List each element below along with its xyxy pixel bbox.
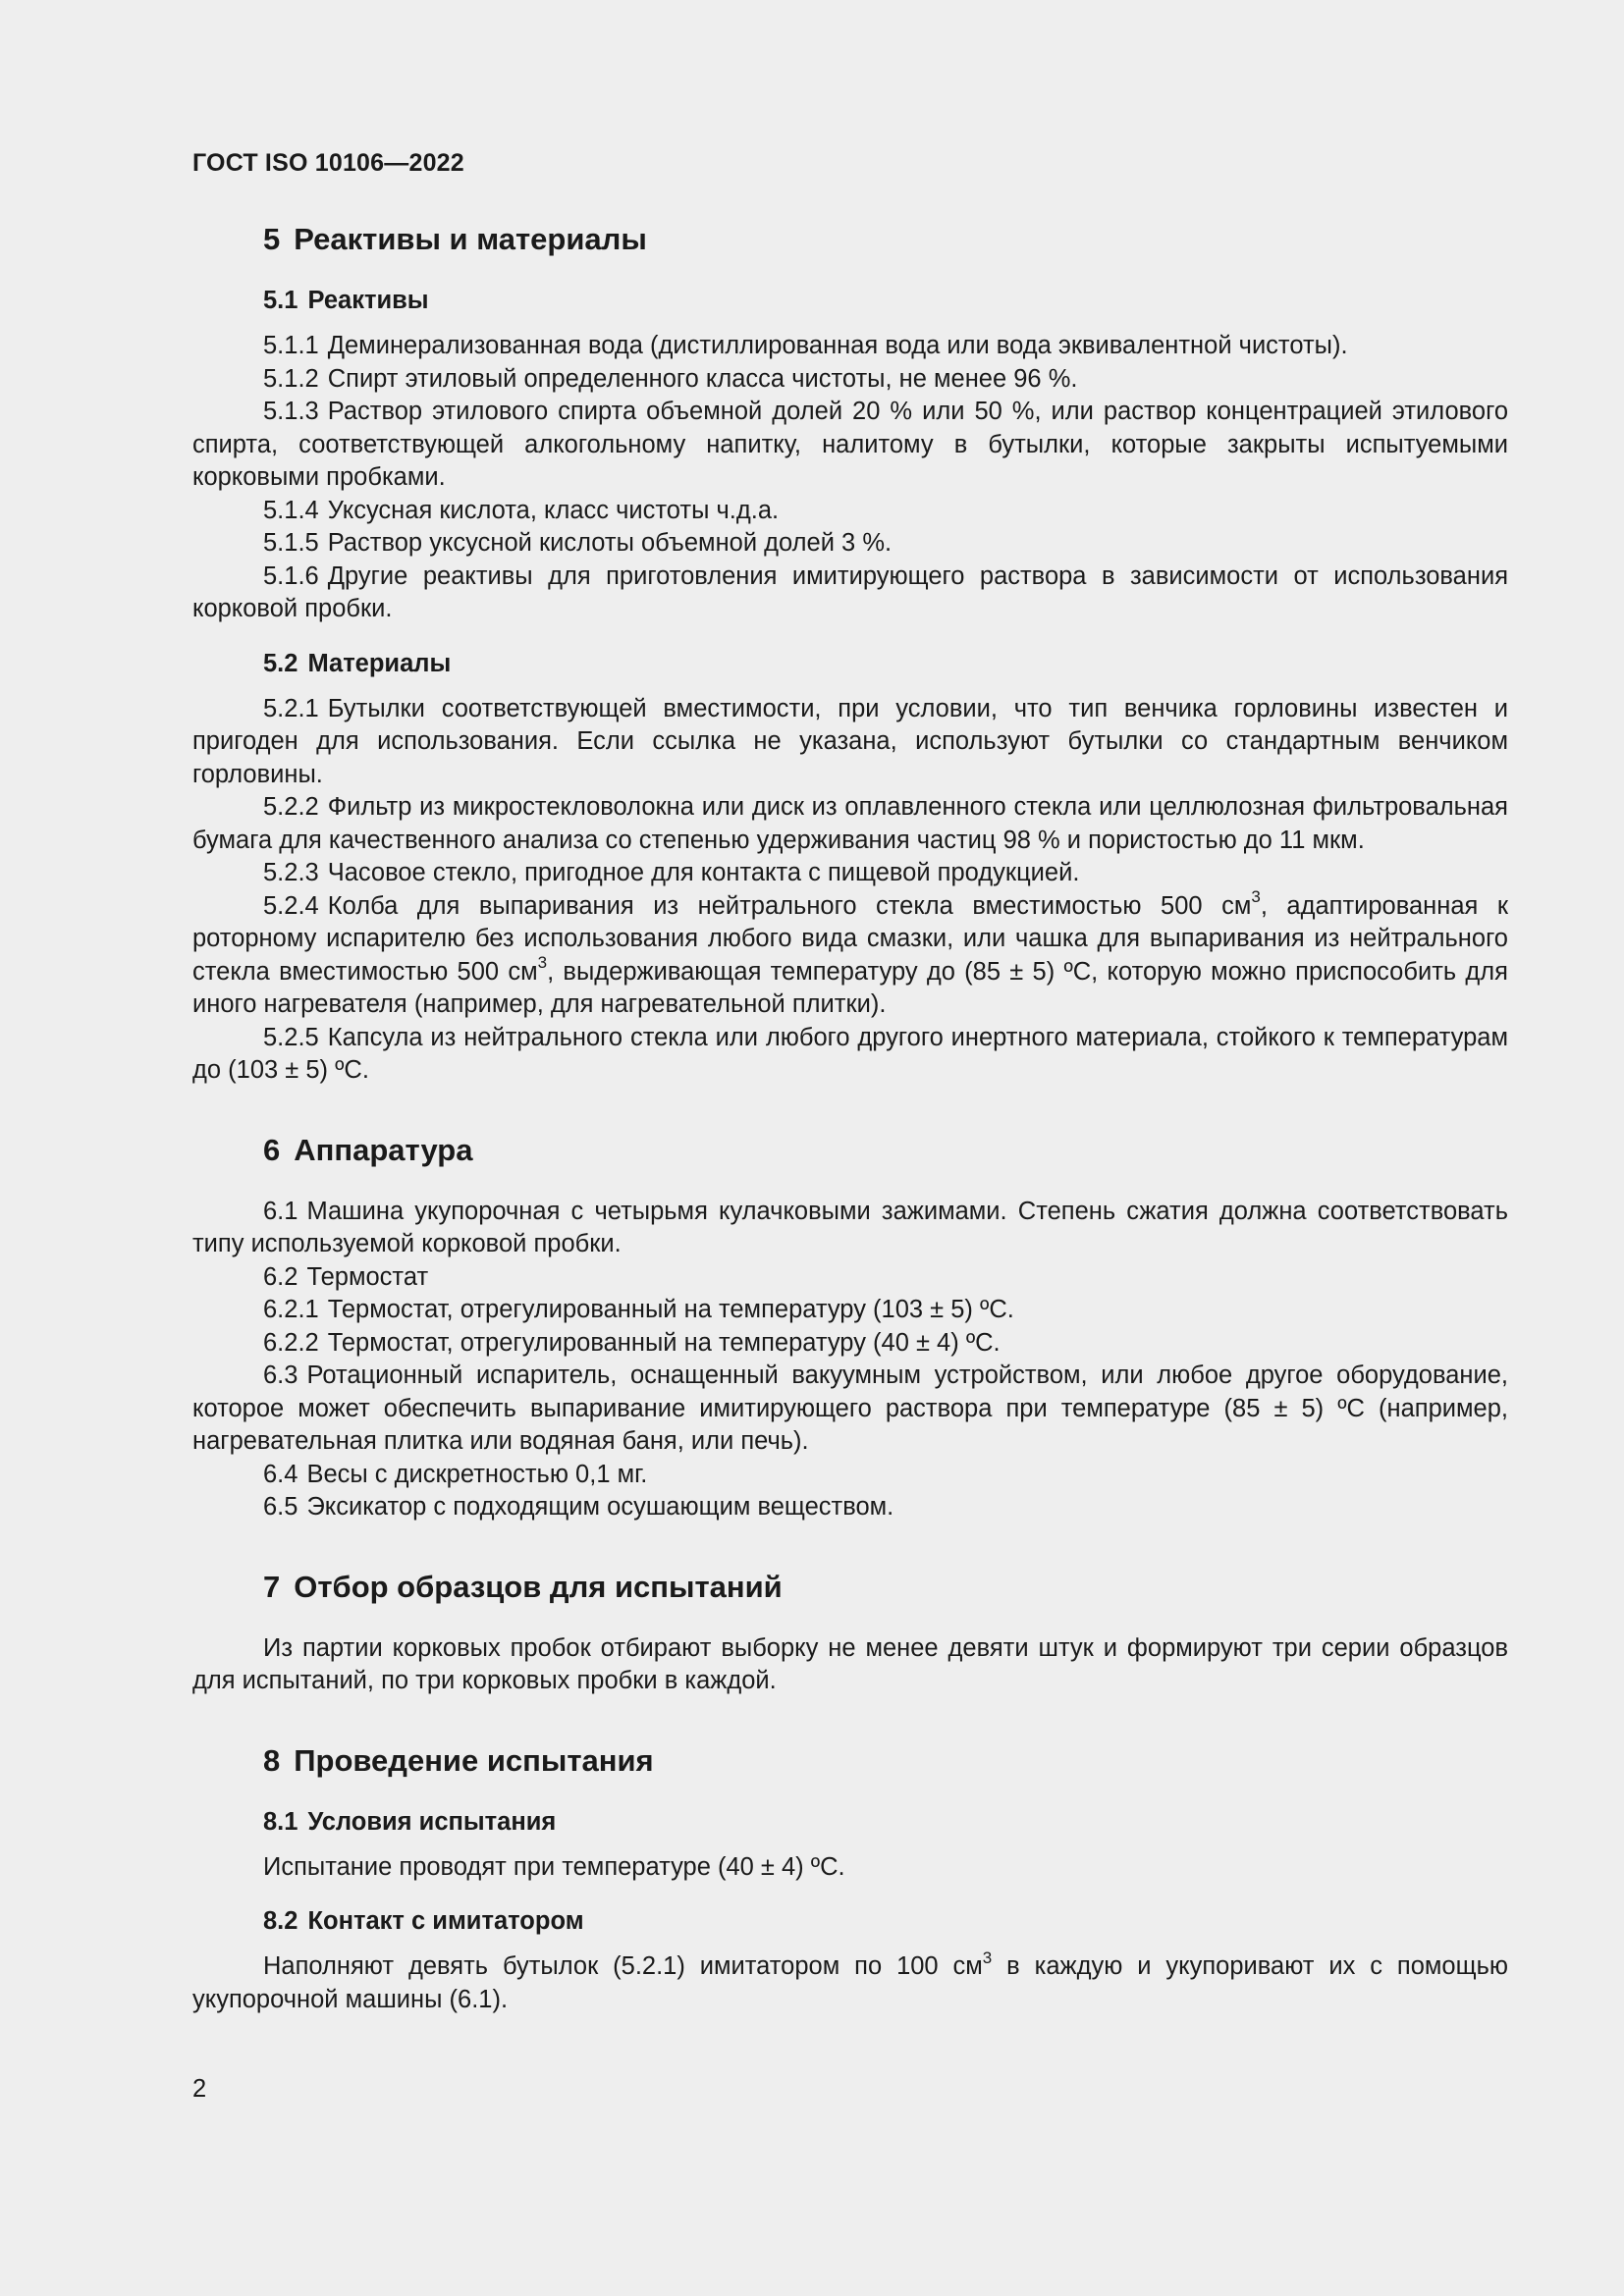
section-number: 7 [263, 1569, 281, 1604]
section-7-paragraph: Из партии корковых пробок отбирают выборку не менее девяти штук и формируют три серии образцов для испытаний, по три корковых пробки в каждой. [192, 1633, 1508, 1694]
section-title: Отбор образцов для испытаний [294, 1569, 783, 1604]
clause-number: 6.4 [263, 1460, 298, 1488]
clause-text: Термостат, отрегулированный на температуру (40 ± 4) ºС. [327, 1328, 1001, 1357]
clause-6-1 [192, 1196, 1508, 1261]
superscript: 3 [537, 953, 548, 972]
clause-5-1-4 [192, 495, 1508, 528]
clause-5-1-6 [192, 561, 1508, 626]
clause-6-2-1 [192, 1294, 1508, 1327]
clause-text: Часовое стекло, пригодное для контакта с пищевой продукцией. [327, 859, 1080, 886]
clause-6-2 [192, 1261, 1508, 1295]
paragraph-text-part: Наполняют девять бутылок (5.2.1) имитатором по 100 см [263, 1952, 983, 1980]
clause-text-part: Колба для выпаривания из нейтрального стекла вместимостью 500 см [327, 891, 1252, 920]
section-7-heading [192, 1568, 1508, 1607]
subsection-number: 8.1 [263, 1807, 298, 1836]
clause-5-2-4 [192, 887, 1508, 1022]
clause-number: 5.1.5 [263, 529, 319, 557]
clause-text: Бутылки соответствующей вместимости, при условии, что тип венчика горловины известен и пригоден для использования. Если ссылка не указана, используют бутылки со стандартным венчиком горловины. [192, 694, 1508, 788]
clause-number: 5.2.1 [263, 694, 319, 722]
clause-text: Деминерализованная вода (дистиллированная вода или вода эквивалентной чистоты). [327, 332, 1348, 359]
clause-text: Термостат, отрегулированный на температуру (103 ± 5) ºС. [327, 1296, 1014, 1323]
clause-text: Фильтр из микростекловолокна или диск из оплавленного стекла или целлюлозная фильтровальная бумага для качественного анализа со степенью удерживания частиц 98 % и пористостью до 11 мкм. [192, 793, 1508, 854]
subsection-number: 8.2 [263, 1907, 298, 1935]
document-body [192, 220, 1508, 2016]
section-number: 6 [263, 1132, 281, 1167]
section-number: 5 [263, 222, 281, 256]
clause-text: Раствор этилового спирта объемной долей 20 % или 50 %, или раствор концентрацией этилового спирта, соответствующей алкогольному напитку, налитому в бутылки, которые закрыты испытуемыми корковыми пробками. [192, 398, 1508, 491]
clause-number: 6.2.2 [263, 1328, 319, 1357]
clause-text: Эксикатор с подходящим осушающим веществом. [306, 1493, 894, 1521]
subsection-title: Материалы [307, 649, 452, 677]
subsection-title: Реактивы [307, 287, 429, 314]
clause-6-3 [192, 1360, 1508, 1459]
clause-5-2-2 [192, 791, 1508, 857]
clause-number: 5.1.1 [263, 332, 319, 359]
clause-number: 6.2.1 [263, 1296, 319, 1323]
clause-number: 6.2 [263, 1262, 298, 1291]
subsection-8-2-paragraph [192, 1950, 1508, 2016]
subsection-5-1-heading [192, 285, 1508, 317]
superscript: 3 [982, 1948, 993, 1967]
clause-number: 5.2.2 [263, 793, 319, 821]
clause-5-1-1 [192, 330, 1508, 363]
clause-text: Машина укупорочная с четырьмя кулачковыми зажимами. Степень сжатия должна соответствовать типу используемой корковой пробки. [192, 1197, 1508, 1257]
clause-number: 5.1.6 [263, 561, 319, 590]
section-number: 8 [263, 1742, 281, 1778]
clause-number: 5.2.4 [263, 891, 319, 920]
clause-number: 5.1.3 [263, 398, 319, 425]
subsection-number: 5.2 [263, 649, 298, 677]
clause-number: 6.1 [263, 1197, 298, 1225]
document-header: ГОСТ ISO 10106—2022 [192, 149, 464, 177]
clause-number: 6.5 [263, 1493, 298, 1521]
clause-text: Ротационный испаритель, оснащенный вакуумным устройством, или любое другое оборудование, которое может обеспечить выпаривание имитирующего раствора при температуре (85 ± 5) ºС (например, нагревательная плитка или водяная баня, или печь). [192, 1362, 1508, 1455]
clause-5-1-3 [192, 396, 1508, 495]
clause-5-2-5 [192, 1022, 1508, 1088]
section-5-heading [192, 220, 1508, 259]
clause-5-1-5 [192, 527, 1508, 561]
clause-text: Спирт этиловый определенного класса чистоты, не менее 96 %. [327, 364, 1078, 393]
clause-text-part: , выдерживающая температуру до (85 ± 5) ºС, которую можно приспособить для иного нагревателя (например, для нагревательной плитки). [192, 957, 1508, 1018]
section-title: Реактивы и материалы [294, 222, 647, 256]
clause-number: 5.1.4 [263, 496, 319, 524]
clause-number: 5.2.5 [263, 1023, 319, 1051]
page-number: 2 [192, 2075, 207, 2103]
subsection-8-1-heading [192, 1806, 1508, 1839]
clause-text: Другие реактивы для приготовления имитирующего раствора в зависимости от использования корковой пробки. [192, 561, 1508, 622]
section-6-heading [192, 1131, 1508, 1170]
clause-number: 5.1.2 [263, 364, 319, 393]
clause-6-2-2 [192, 1327, 1508, 1361]
clause-text-part: , адаптированная к роторному испарителю без использования любого вида смазки, или чашка для выпаривания из нейтрального стекла вместимостью 500 см [192, 891, 1508, 986]
section-title: Проведение испытания [294, 1742, 654, 1778]
paragraph-text-part: в каждую и укупоривают их с помощью укупорочной машины (6.1). [192, 1952, 1508, 2013]
clause-5-2-1 [192, 693, 1508, 792]
clause-text: Уксусная кислота, класс чистоты ч.д.а. [327, 496, 780, 524]
clause-number: 6.3 [263, 1362, 298, 1389]
clause-5-2-3 [192, 857, 1508, 890]
clause-text: Капсула из нейтрального стекла или любого другого инертного материала, стойкого к температурам до (103 ± 5) ºС. [192, 1023, 1508, 1084]
clause-6-5 [192, 1491, 1508, 1524]
clause-number: 5.2.3 [263, 859, 319, 886]
superscript: 3 [1251, 887, 1261, 906]
clause-6-4 [192, 1459, 1508, 1492]
subsection-8-1-paragraph: Испытание проводят при температуре (40 ± 4) ºС. [263, 1852, 845, 1881]
clause-text: Весы с дискретностью 0,1 мг. [306, 1460, 648, 1488]
clause-text: Термостат [306, 1262, 429, 1291]
section-8-heading [192, 1741, 1508, 1781]
clause-5-1-2 [192, 363, 1508, 397]
section-title: Аппаратура [294, 1132, 473, 1167]
subsection-8-2-heading [192, 1905, 1508, 1938]
subsection-title: Контакт с имитатором [307, 1907, 584, 1935]
clause-text: Раствор уксусной кислоты объемной долей 3 %. [327, 529, 893, 557]
subsection-title: Условия испытания [307, 1807, 557, 1836]
subsection-number: 5.1 [263, 287, 298, 314]
subsection-5-2-heading [192, 648, 1508, 680]
